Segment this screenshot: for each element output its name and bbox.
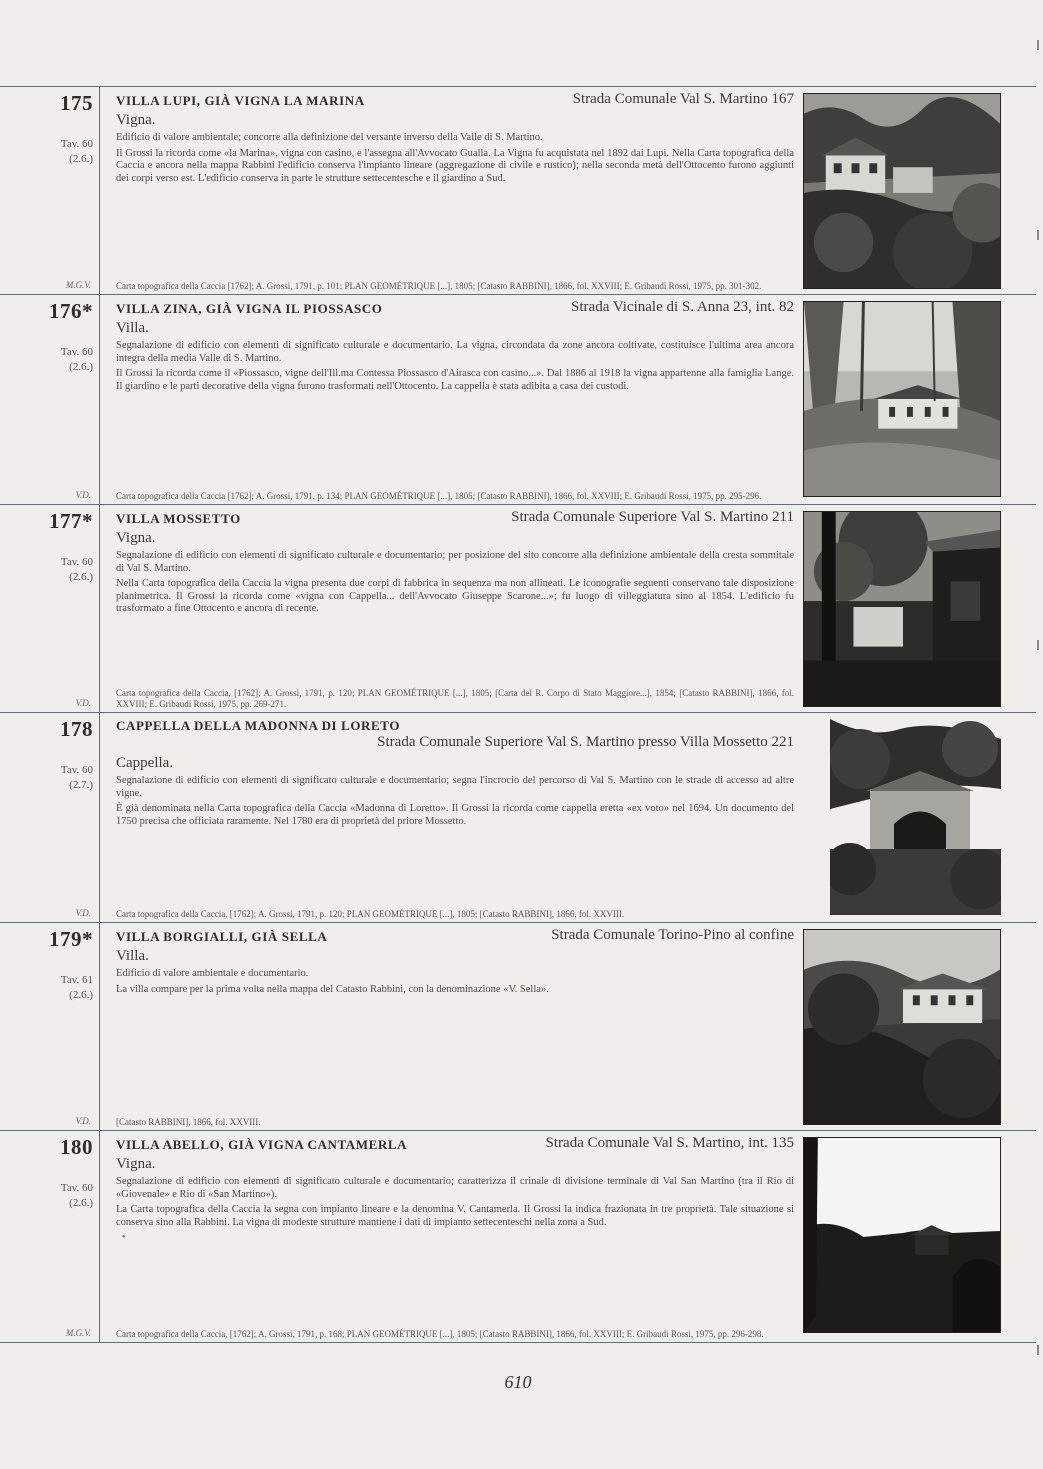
plate-number: Tav. 60 — [60, 346, 93, 358]
entry-title: CAPPELLA DELLA MADONNA DI LORETO — [116, 718, 401, 733]
entry-content — [116, 1135, 794, 1342]
entry-type: Vigna. — [116, 1156, 156, 1172]
entry-margin — [0, 505, 100, 712]
entry-content — [116, 509, 794, 712]
entry-number: 180 — [60, 1135, 93, 1159]
section-code: (2.6.) — [69, 1197, 93, 1209]
entry-references: Carta topografica della Caccia [1762]; A. Grossi, 1791, p. 101; PLAN GEOMÉTRIQUE [...], 1805; [Catasto RABBINI], 1866, fol. XXVIII; E. Gribaudi Rossi, 1975, pp. 301-302. — [116, 281, 762, 291]
entry-176 — [0, 295, 1036, 505]
entry-references: Carta topografica della Caccia, [1762]; A. Grossi, 1791, p. 120; PLAN GEOMÉTRIQUE [...], 1805; [Carta del R. Corpo di Stato Maggiore...], 1854; [Catasto RABBINI], 1866, fol. XXVIII; E. Gribaudi Rossi, 1975, pp. 269-271. — [116, 688, 794, 709]
entry-photo — [803, 1137, 1001, 1333]
entry-180 — [0, 1131, 1036, 1343]
entry-paragraph: Il Grossi la ricorda come il «Piossasco, vigne dell'Ill.ma Contessa Piossasco d'Airasca con casino...». Dal 1886 al 1918 la vigna appartenne alla famiglia Lange. Il giardino e le parti decorative della vigna furono trasformati nell'Ottocento. La cappella è stata adibita a casa dei custodi. — [116, 368, 794, 392]
entry-paragraph: La villa compare per la prima volta nella mappa del Catasto Rabbini, con la denominazione «V. Sella». — [116, 983, 549, 995]
author-initials: V.D. — [75, 698, 91, 708]
section-code: (2.7.) — [69, 779, 93, 791]
entry-type: Vigna. — [116, 530, 156, 546]
plate-number: Tav. 60 — [60, 556, 93, 568]
edge-mark — [1037, 640, 1039, 650]
plate-number: Tav. 61 — [60, 974, 93, 986]
entry-number: 177* — [49, 509, 93, 533]
photo-villa-borgialli — [804, 930, 1000, 1124]
entry-type: Villa. — [116, 320, 149, 336]
entry-177 — [0, 505, 1036, 713]
edge-mark — [1037, 230, 1039, 240]
entry-address: Strada Comunale Superiore Val S. Martino presso Villa Mossetto 221 — [377, 734, 794, 750]
entry-type: Villa. — [116, 948, 149, 964]
section-code: (2.6.) — [69, 989, 93, 1001]
catalogue-sheet — [0, 86, 1036, 1343]
entry-photo — [803, 301, 1001, 497]
entry-content — [116, 927, 794, 1130]
plate-reference — [61, 1181, 93, 1211]
entry-photo — [803, 93, 1001, 289]
photo-cappella-loreto — [830, 719, 1001, 915]
section-code: (2.6.) — [69, 361, 93, 373]
plate-number: Tav. 60 — [60, 138, 93, 150]
entry-paragraph: Segnalazione di edificio con elementi di significato culturale e documentario; segna l'incrocio del percorso di Val S. Martino con le strade di accesso ad altre vigne. — [116, 775, 794, 799]
entry-title: VILLA LUPI, GIÀ VIGNA LA MARINA — [116, 93, 365, 108]
entry-address: Strada Comunale Val S. Martino, int. 135 — [545, 1135, 794, 1151]
author-initials: V.D. — [75, 1116, 91, 1126]
photo-villa-lupi — [804, 94, 1000, 288]
entry-margin — [0, 1131, 100, 1342]
plate-reference — [61, 763, 93, 793]
entry-paragraph: È già denominata nella Carta topografica della Caccia «Madonna di Loretto». Il Grossi la ricorda come cappella eretta «ex voto» nel 1694. Un documento del 1750 precisa che officiata raramente. Nel 1780 era di proprietà del priore Mossetto. — [116, 803, 794, 827]
entry-175 — [0, 87, 1036, 295]
entry-paragraph: Edificio di valore ambientale e documentario. — [116, 968, 309, 979]
entry-photo — [803, 511, 1001, 707]
plate-reference — [61, 345, 93, 375]
entry-address: Strada Comunale Superiore Val S. Martino 211 — [511, 509, 794, 525]
plate-reference — [61, 973, 93, 1003]
entry-number: 175 — [60, 91, 93, 115]
entry-address: Strada Comunale Torino-Pino al confine — [551, 927, 794, 943]
bullet-mark: • — [122, 1232, 126, 1243]
photo-villa-abello — [804, 1138, 1000, 1332]
entry-paragraph: Edificio di valore ambientale; concorre alla definizione del versante inverso della Valle di S. Martino. — [116, 132, 543, 143]
entry-paragraph: Segnalazione di edificio con elementi di significato culturale e documentario. La vigna, circondata da zone ancora coltivate, costituisce l'ultima area ancora integra della media Valle di S. Martino. — [116, 340, 794, 364]
entry-paragraph: Il Grossi la ricorda come «la Marina», vigna con casino, e l'assegna all'Avvocato Gualla. La Vigna fu acquistata nel 1892 dai Lupi. Nella Carta topografica della Caccia e ancora nella mappa Rabbini l'edificio conserva l'impianto lineare (aggregazione di civile e rustico); nella seconda metà dell'Ottocento furono aggiunti dei corpi verso est. L'edificio conserva in parte le strutture settecentesche e il giardino a Sud. — [116, 147, 794, 184]
section-code: (2.6.) — [69, 571, 93, 583]
entry-margin — [0, 295, 100, 504]
author-initials: M.G.V. — [65, 1328, 91, 1338]
plate-reference — [61, 137, 93, 167]
entry-photo — [830, 719, 1001, 915]
entry-type: Vigna. — [116, 112, 156, 128]
entry-paragraph: Nella Carta topografica della Caccia la vigna presenta due corpi di fabbrica in sequenza ma non allineati. Le iconografie seguenti conservano tale disposizione planimetrica. Il Grossi la ricorda come «vigna con Cappella... dell'Avvocato Giuseppe Scarone...»; fu luogo di villeggiatura sino al 1854. L'edificio fu trasformato a fine Ottocento e ancora di recente. — [116, 578, 794, 614]
edge-mark — [1037, 40, 1039, 50]
entry-type: Cappella. — [116, 755, 174, 771]
photo-villa-mossetto — [804, 512, 1000, 706]
plate-reference — [61, 555, 93, 585]
entry-margin — [0, 87, 100, 294]
photo-villa-zina — [804, 302, 1000, 496]
plate-number: Tav. 60 — [60, 764, 93, 776]
entry-margin — [0, 923, 100, 1130]
entry-paragraph: Segnalazione di edificio con elementi di significato culturale e documentario; caratterizza il crinale di divisione terminale di Val San Martino (tra il Rio di «Giovenale» e Rio di «San Martino»). — [116, 1176, 794, 1200]
author-initials: V.D. — [75, 908, 91, 918]
entry-references: [Catasto RABBINI], 1866, fol. XXVIII. — [116, 1117, 261, 1127]
entry-paragraph: La Carta topografica della Caccia la segna con impianto lineare e la denomina V. Cantamerla. Il Grossi la indica frazionata in tre proprietà. Tale situazione si conserva sino alla Rabbini. La vigna di modeste strutture mantiene i dati di impianto settecenteschi nella zona a Sud. — [116, 1204, 794, 1228]
edge-mark — [1037, 1345, 1039, 1355]
entry-references: Carta topografica della Caccia, [1762]; A. Grossi, 1791, p. 120; PLAN GEOMÉTRIQUE [...], 1805; [Catasto RABBINI], 1866, fol. XXVIII. — [116, 909, 625, 919]
entry-number: 179* — [49, 927, 93, 951]
author-initials: M.G.V. — [65, 280, 91, 290]
entry-178 — [0, 713, 1036, 923]
entry-title: VILLA ABELLO, GIÀ VIGNA CANTAMERLA — [116, 1137, 408, 1152]
entry-content — [116, 91, 794, 294]
entry-content — [116, 717, 794, 922]
entry-title: VILLA ZINA, GIÀ VIGNA IL PIOSSASCO — [116, 301, 383, 316]
entry-number: 178 — [60, 717, 93, 741]
entry-title: VILLA MOSSETTO — [116, 511, 241, 526]
page-number: 610 — [504, 1372, 532, 1392]
entry-content — [116, 299, 794, 504]
entry-paragraph: Segnalazione di edificio con elementi di significato culturale e documentario; per posizione del sito concorre alla definizione ambientale della cresta sommitale di Val S. Martino. — [116, 550, 794, 574]
section-code: (2.6.) — [69, 153, 93, 165]
entry-references: Carta topografica della Caccia [1762]; A. Grossi, 1791, p. 134; PLAN GEOMÉTRIQUE [...], 1805; [Catasto RABBINI], 1866, fol. XXVIII; E. Gribaudi Rossi, 1975, pp. 295-296. — [116, 491, 762, 501]
plate-number: Tav. 60 — [60, 1182, 93, 1194]
entry-photo — [803, 929, 1001, 1125]
entry-margin — [0, 713, 100, 922]
entry-179 — [0, 923, 1036, 1131]
author-initials: V.D. — [75, 490, 91, 500]
entry-address: Strada Comunale Val S. Martino 167 — [572, 91, 794, 107]
entry-title: VILLA BORGIALLI, GIÀ SELLA — [116, 929, 328, 944]
entry-number: 176* — [49, 299, 93, 323]
entry-references: Carta topografica della Caccia, [1762]; A. Grossi, 1791, p. 168; PLAN GEOMÉTRIQUE [...], 1805; [Catasto RABBINI], 1866, fol. XXVIII; E. Gribaudi Rossi, 1975, pp. 296-298. — [116, 1329, 764, 1339]
entry-address: Strada Vicinale di S. Anna 23, int. 82 — [571, 299, 794, 315]
